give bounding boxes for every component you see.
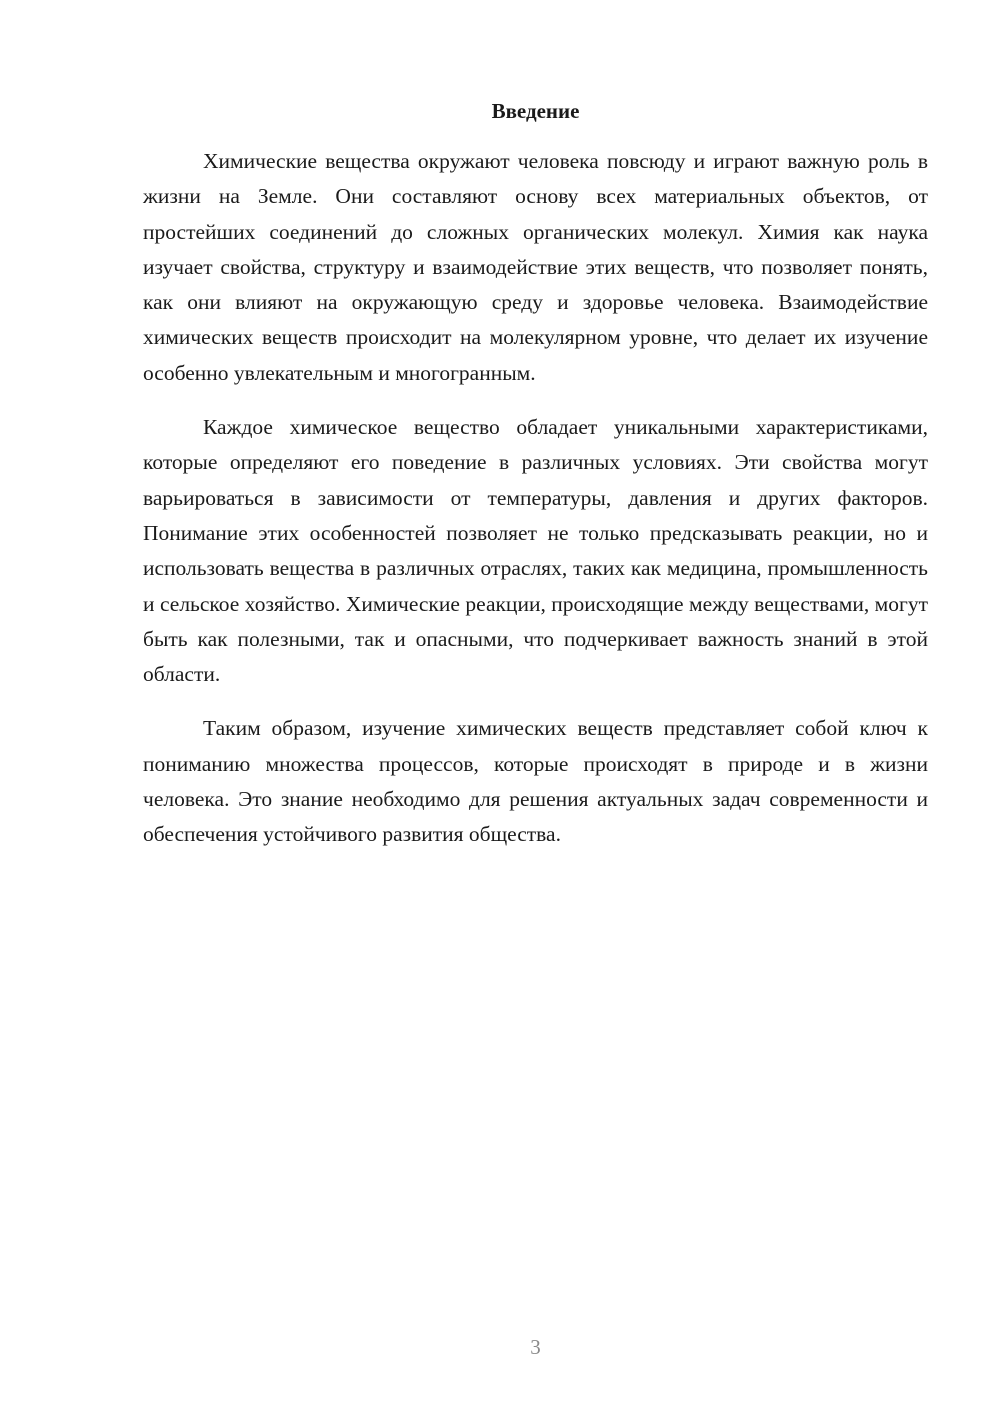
paragraph-2: Каждое химическое вещество обладает уникальными характеристиками, которые определяют его поведение в различных условиях. Эти свойства могут варьироваться в зависимости от температуры, давления и других факторов. Понимание этих особенностей позволяет не только предсказывать реакции, но и использовать вещества в различных отраслях, таких как медицина, промышленность и сельское хозяйство. Химические реакции, происходящие между веществами, могут быть как полезными, так и опасными, что подчеркивает важность знаний в этой области. bbox=[143, 415, 928, 687]
body-text bbox=[143, 144, 928, 872]
paragraph-1: Химические вещества окружают человека повсюду и играют важную роль в жизни на Земле. Они составляют основу всех материальных объектов, от простейших соединений до сложных органических молекул. Химия как наука изучает свойства, структуру и взаимодействие этих веществ, что позволяет понять, как они влияют на окружающую среду и здоровье человека. Взаимодействие химических веществ происходит на молекулярном уровне, что делает их изучение особенно увлекательным и многогранным. bbox=[143, 149, 928, 385]
paragraph-3: Таким образом, изучение химических веществ представляет собой ключ к пониманию множества процессов, которые происходят в природе и в жизни человека. Это знание необходимо для решения актуальных задач современности и обеспечения устойчивого развития общества. bbox=[143, 716, 928, 847]
section-heading: Введение bbox=[491, 99, 580, 123]
page-number: 3 bbox=[530, 1335, 541, 1359]
